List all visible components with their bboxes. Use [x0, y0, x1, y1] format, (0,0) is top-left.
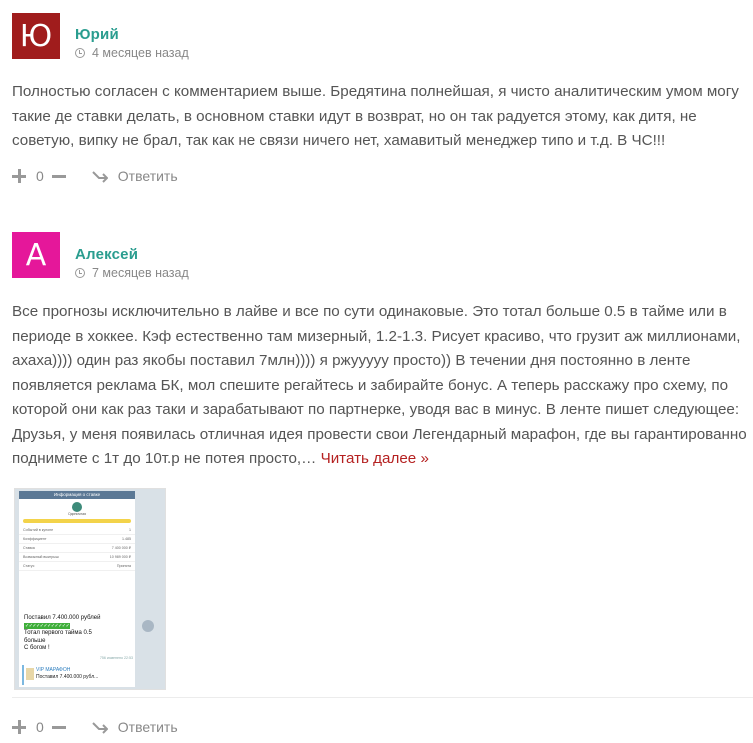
- bet-row: Событий в купоне 1: [19, 526, 135, 535]
- upvote-plus-icon[interactable]: [12, 169, 26, 183]
- downvote-minus-icon[interactable]: [52, 175, 66, 178]
- bet-logo-icon: [72, 502, 82, 512]
- comment-author[interactable]: Юрий: [75, 26, 119, 43]
- comment-author[interactable]: Алексей: [75, 246, 139, 263]
- message-time: 756 изменено 22:53: [99, 656, 133, 660]
- reply-label: Ответить: [117, 719, 178, 735]
- comment-text: [12, 300, 747, 472]
- reply-arrow-icon: [92, 170, 108, 183]
- bet-row: Коэффициент 1.485: [19, 535, 135, 544]
- avatar: А: [12, 232, 60, 278]
- clock-icon: [75, 268, 85, 278]
- bet-row: Статус Принята: [19, 562, 135, 571]
- comment-text: Полностью согласен с комментарием выше. Бредятина полнейшая, я чисто аналитическим умом могу такие де ставки делать, в основном ставки идут в возврат, но он так радуется этому, как дитя, не советую, випку не брал, так как не связи ничего нет, хамавитый менеджер типо и т.д. В ЧС!!!: [12, 83, 739, 149]
- comment-body: Все прогнозы исключительно в лайве и все по сути одинаковые. Это тотал больше 0.5 в тайме или в периоде в хоккее. Кэф естественно там мизерный, 1.2-1.3. Рисует красиво, что грузит аж миллионами, ахаха)))) один раз якобы поставил 7млн)))) я ржууууу просто)) В течении дня постоянно в ленте появляется реклама БК, мол спешите регайтесь и забирайте бонус. А теперь расскажу про схему, по которой они как раз таки и зарабатывают по партнерке, уводя вас в минус. В ленте пишет следующее: Друзья, у меня появилась отличная идея провести свои Легендарный марафон, где вы гарантированно поднимете с 1т до 10т.р не потея просто,…: [12, 303, 747, 467]
- bet-info-card: [19, 491, 135, 687]
- bet-type: Одиночная: [67, 512, 87, 516]
- bet-row: Возможный выигрыш 10 989 000 ₽: [19, 553, 135, 562]
- comment-actions: [12, 168, 178, 184]
- comment-time: 4 месяцев назад: [92, 46, 189, 60]
- vote-count: 0: [36, 719, 44, 735]
- bet-status-bar: [23, 519, 131, 523]
- reply-button[interactable]: [92, 168, 178, 184]
- reply-button[interactable]: [92, 719, 178, 735]
- divider: [12, 697, 753, 698]
- card-title: VIP МАРАФОН: [36, 667, 71, 673]
- vote-count: 0: [36, 168, 44, 184]
- reply-arrow-icon: [92, 721, 108, 734]
- reply-label: Ответить: [117, 168, 178, 184]
- read-more-link[interactable]: Читать далее »: [320, 450, 429, 467]
- comment-actions: [12, 719, 178, 735]
- attachment-screenshot[interactable]: [14, 488, 166, 690]
- comment-meta: [75, 46, 189, 60]
- bet-info-header: Информация о ставке: [19, 491, 135, 499]
- bet-row: Ставка 7 400 000 ₽: [19, 544, 135, 553]
- avatar: Ю: [12, 13, 60, 59]
- bet-message: Поставил 7.400.000 рублей ✓✓✓✓✓✓✓✓✓✓✓✓ Тотал первого тайма 0.5 больше С богом !: [24, 615, 101, 652]
- comment-time: 7 месяцев назад: [92, 266, 189, 280]
- card-text: Поставил 7.400.000 рубл...: [36, 674, 99, 680]
- card-thumbnail: [26, 668, 34, 680]
- downvote-minus-icon[interactable]: [52, 726, 66, 729]
- check-marks: ✓✓✓✓✓✓✓✓✓✓✓✓: [25, 622, 70, 629]
- forward-card: [22, 665, 132, 685]
- clock-icon: [75, 48, 85, 58]
- comment-meta: [75, 266, 189, 280]
- upvote-plus-icon[interactable]: [12, 720, 26, 734]
- share-icon: [142, 620, 154, 632]
